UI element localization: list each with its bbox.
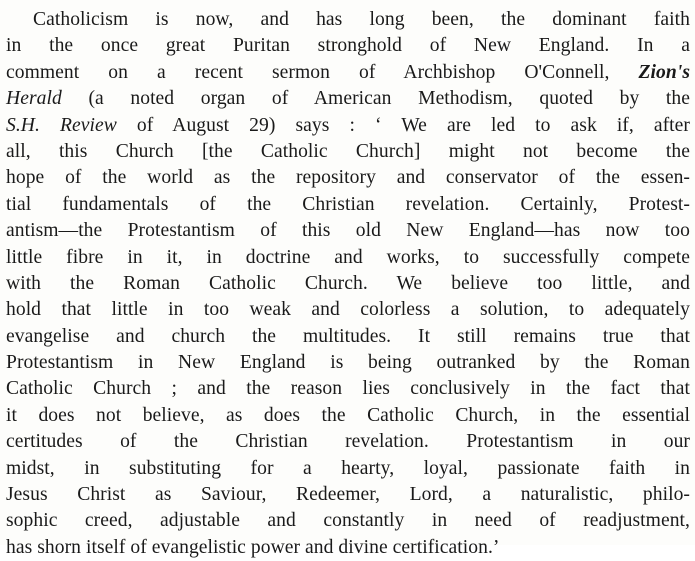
- text-line-8: tial fundamentals of the Christian revelation. Certainly, Protest-: [6, 193, 690, 215]
- text-line-7: hope of the world as the repository and conservator of the essen-: [6, 167, 690, 189]
- text-line-5-main: of August 29) says : ‘ We are led to ask if, after: [136, 114, 690, 136]
- text-line-13: evangelise and church the multitudes. It still remains true that: [6, 325, 690, 347]
- italic-sh-review: S.H. Review: [6, 114, 117, 136]
- italic-herald: Herald: [6, 88, 62, 110]
- text-line-5: [6, 113, 690, 139]
- text-line-17: certitudes of the Christian revelation. Protestantism in our: [6, 431, 690, 453]
- text-line-15: Catholic Church ; and the reason lies conclusively in the fact that: [6, 378, 690, 400]
- text-line-1: Catholicism is now, and has long been, the dominant faith: [33, 9, 690, 30]
- text-line-10: little fibre in it, in doctrine and works, to successfully compete: [6, 246, 690, 268]
- text-line-6: all, this Church [the Catholic Church] might not become the: [6, 140, 690, 162]
- text-line-20: sophic creed, adjustable and constantly in need of readjustment,: [6, 510, 690, 532]
- text-line-18: midst, in substituting for a hearty, loyal, passionate faith in: [6, 457, 690, 479]
- text-line-4: [6, 86, 690, 112]
- text-line-12: hold that little in too weak and colorless a solution, to adequately: [6, 299, 690, 321]
- text-line-3-main: comment on a recent sermon of Archbishop O'Connell,: [6, 61, 610, 83]
- text-line-4-main: (a noted organ of American Methodism, quoted by the: [88, 88, 690, 110]
- text-line-3: [6, 60, 690, 86]
- text-line-11: with the Roman Catholic Church. We believe too little, and: [6, 272, 690, 294]
- paragraph: [6, 7, 690, 561]
- text-line-14: Protestantism in New England is being outranked by the Roman: [6, 352, 690, 374]
- text-line-9: antism—the Protestantism of this old New England—has now too: [6, 220, 690, 242]
- text-line-2: in the once great Puritan stronghold of New England. In a: [6, 35, 690, 57]
- text-line-19: Jesus Christ as Saviour, Redeemer, Lord, a naturalistic, philo-: [6, 484, 690, 506]
- text-line-21: has shorn itself of evangelistic power and divine certification.’: [6, 536, 500, 558]
- italic-zions: Zion's: [638, 61, 690, 83]
- text-line-16: it does not believe, as does the Catholic Church, in the essential: [6, 404, 690, 426]
